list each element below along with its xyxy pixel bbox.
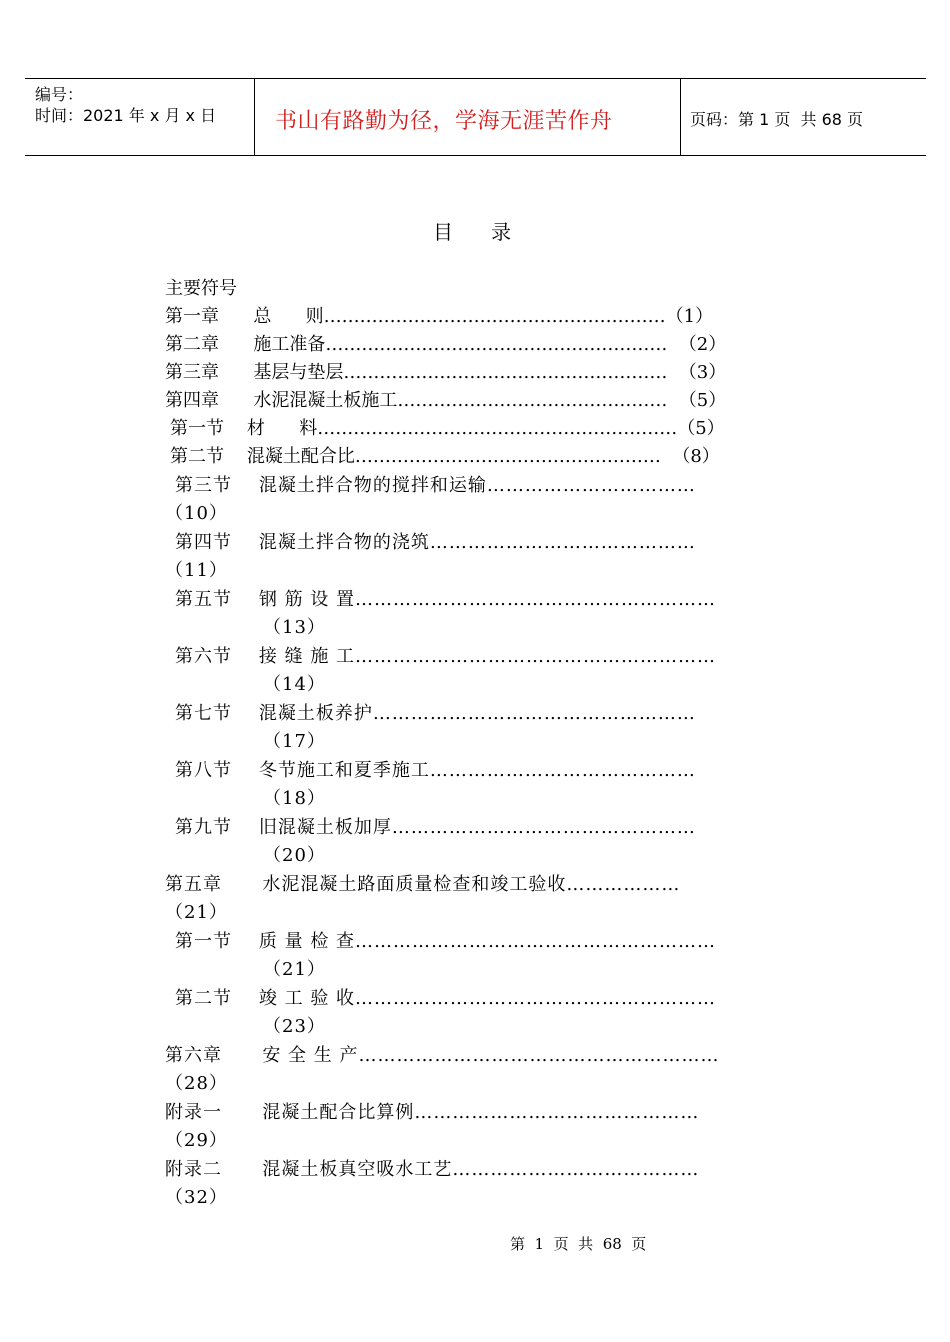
toc-entry-5-1-page: （21）	[263, 959, 326, 980]
toc-entry-4-9: 第九节 旧混凝土板加厚…………………………………………	[175, 817, 696, 838]
toc-entry-chapter-5-page: （21）	[165, 902, 228, 923]
header-page-info: 页码：第 1 页 共 68 页	[690, 110, 864, 129]
toc-entry-4-7: 第七节 混凝土板养护……………………………………………	[175, 703, 696, 724]
header-code-label: 编号：	[35, 85, 84, 104]
toc-entry-appendix-2-page: （32）	[165, 1187, 228, 1208]
toc-entry-chapter-2: 第二章 施工准备………………………………………………… （2）	[165, 334, 727, 355]
toc-entry-5-2: 第二节 竣 工 验 收…………………………………………………	[175, 988, 717, 1009]
toc-entry-chapter-6: 第六章 安 全 生 产…………………………………………………	[165, 1045, 720, 1066]
toc-entry-chapter-4: 第四章 水泥混凝土板施工……………………………………… （5）	[165, 390, 727, 411]
header-divider-right	[680, 78, 681, 155]
toc-entry-appendix-2: 附录二 混凝土板真空吸水工艺…………………………………	[165, 1159, 700, 1180]
header-top-rule	[25, 78, 926, 79]
toc-entry-4-8-page: （18）	[263, 788, 326, 809]
toc-entry-4-1: 第一节 材 料……………………………………………………（5）	[170, 418, 725, 439]
toc-entry-chapter-3: 第三章 基层与垫层……………………………………………… （3）	[165, 362, 727, 383]
toc-entry-4-4: 第四节 混凝土拌合物的浇筑……………………………………	[175, 532, 696, 553]
toc-entry-4-4-page: （11）	[165, 560, 228, 581]
toc-entry-appendix-1-page: （29）	[165, 1130, 228, 1151]
toc-entry-symbols: 主要符号	[165, 278, 237, 299]
toc-entry-4-3: 第三节 混凝土拌合物的搅拌和运输……………………………	[175, 475, 696, 496]
header-time-label: 时间：2021 年 x 月 x 日	[35, 106, 217, 125]
toc-entry-4-6-page: （14）	[263, 674, 326, 695]
toc-entry-4-5-page: （13）	[263, 617, 326, 638]
toc-entry-appendix-1: 附录一 混凝土配合比算例………………………………………	[165, 1102, 700, 1123]
toc-entry-chapter-6-page: （28）	[165, 1073, 228, 1094]
toc-entry-4-3-page: （10）	[165, 503, 228, 524]
toc-entry-chapter-1: 第一章 总 则…………………………………………………（1）	[165, 306, 714, 327]
toc-entry-chapter-5: 第五章 水泥混凝土路面质量检查和竣工验收………………	[165, 874, 681, 895]
toc-entry-4-9-page: （20）	[263, 845, 326, 866]
toc-entry-4-8: 第八节 冬节施工和夏季施工……………………………………	[175, 760, 696, 781]
toc-entry-4-5: 第五节 钢 筋 设 置…………………………………………………	[175, 589, 717, 610]
toc-entry-4-6: 第六节 接 缝 施 工…………………………………………………	[175, 646, 717, 667]
toc-entry-5-1: 第一节 质 量 检 查…………………………………………………	[175, 931, 717, 952]
footer-page-number: 第 1 页 共 68 页	[510, 1235, 647, 1253]
toc-entry-5-2-page: （23）	[263, 1016, 326, 1037]
toc-entry-4-2: 第二节 混凝土配合比…………………………………………… （8）	[170, 446, 720, 467]
header-divider-left	[254, 78, 255, 155]
header-motto: 书山有路勤为径，学海无涯苦作舟	[275, 109, 613, 134]
toc-entry-4-7-page: （17）	[263, 731, 326, 752]
toc-title: 目 录	[433, 220, 512, 244]
header-bottom-rule	[25, 155, 926, 156]
